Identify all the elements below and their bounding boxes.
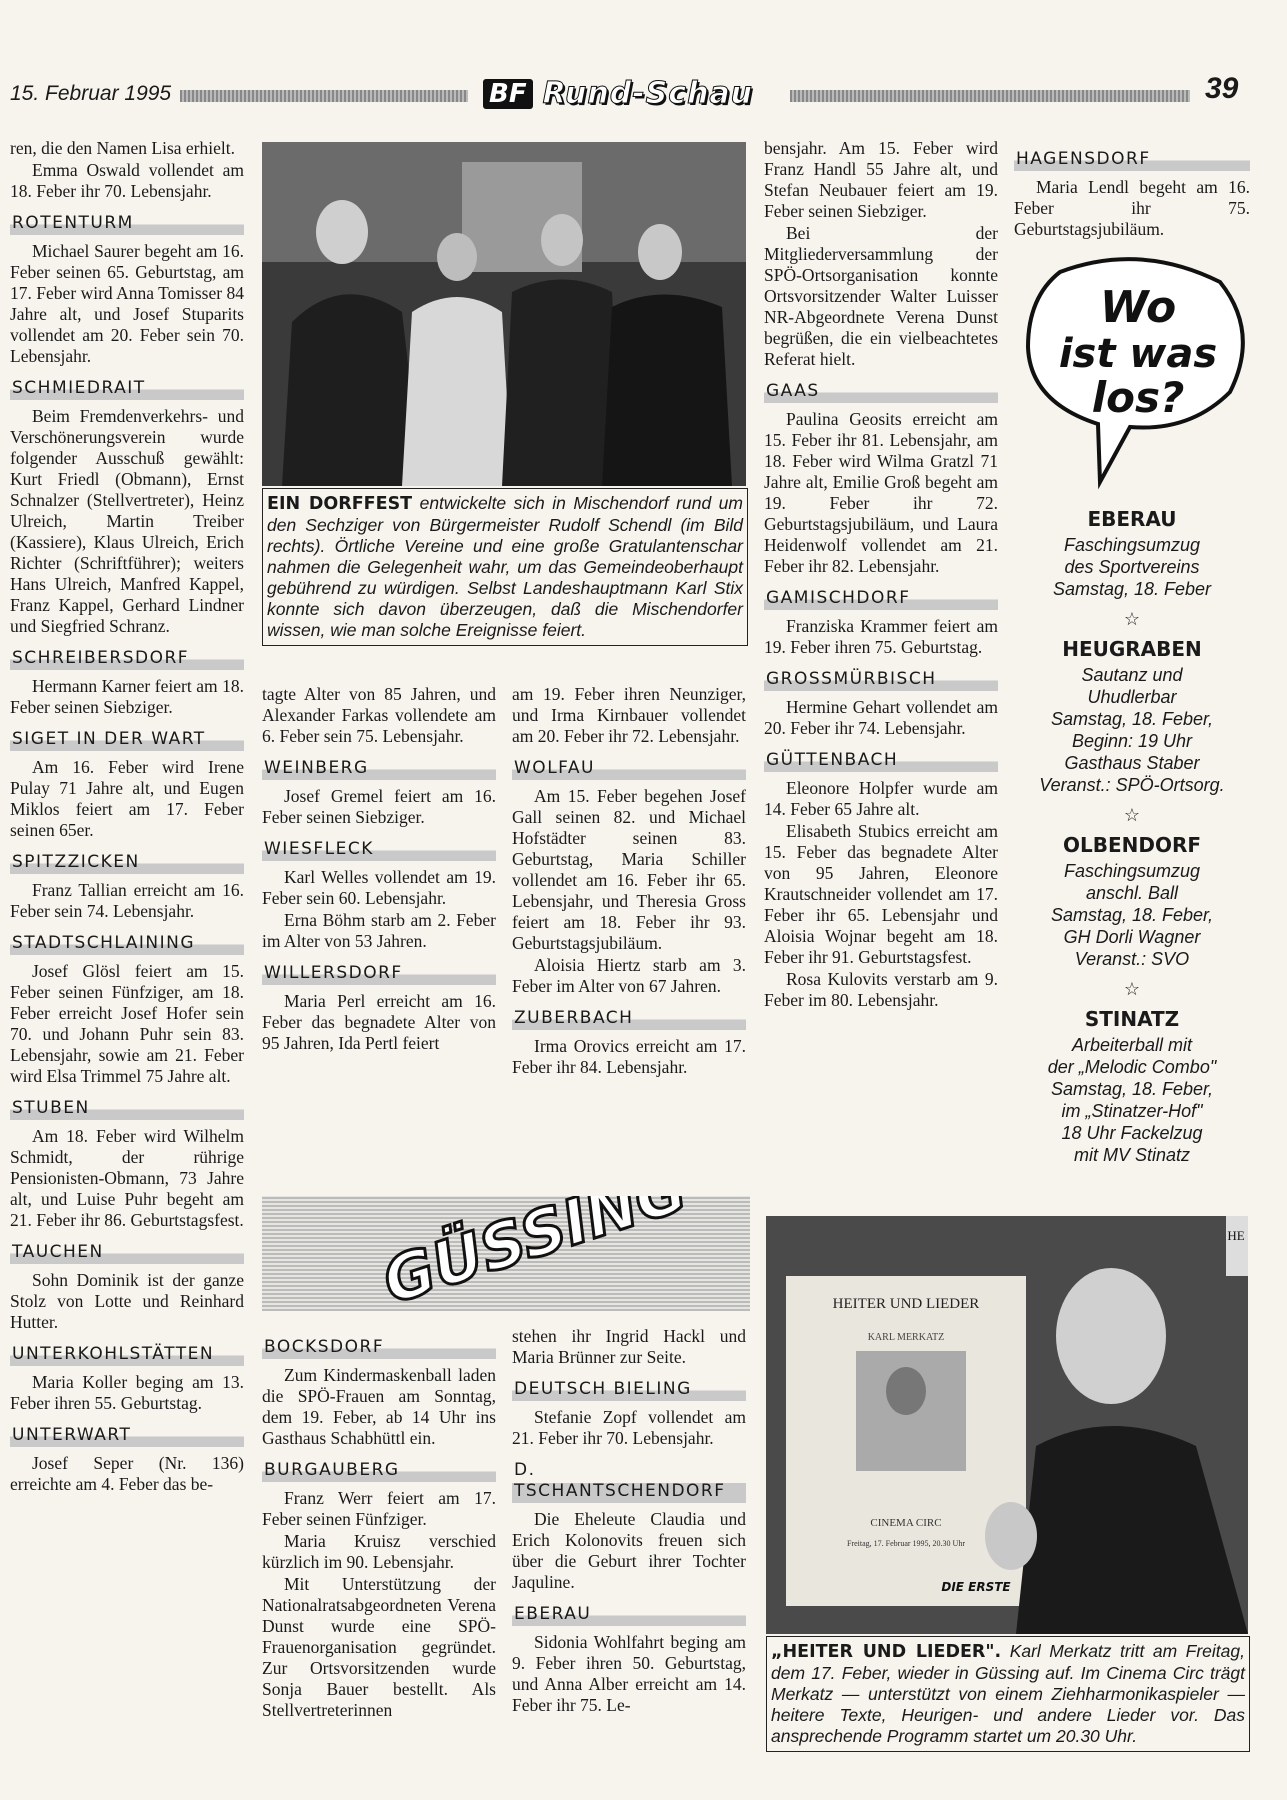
header-rule-left bbox=[180, 90, 468, 102]
section-heading-eberau: EBERAU bbox=[512, 1603, 746, 1626]
article-paragraph: Bei der Mitgliederversammlung der SPÖ-Ortsorganisation konnte Ortsvorsitzender Walter Luisser NR-Abgeordnete Verena Dunst begrüßen, die ein vielbeachtetes Referat hielt. bbox=[764, 223, 998, 369]
event-detail: Samstag, 18. Feber bbox=[1052, 579, 1212, 599]
column-2 bbox=[262, 684, 496, 1055]
article-paragraph: tagte Alter von 85 Jahren, und Alexander Farkas vollendete am 6. Feber sein 75. Lebensjahr. bbox=[262, 684, 496, 746]
poster-title: HEITER UND LIEDER bbox=[832, 1296, 980, 1312]
event-detail: Sautanz und bbox=[1081, 665, 1183, 685]
section-heading-guttenbach: GÜTTENBACH bbox=[764, 749, 998, 772]
event-place: EBERAU bbox=[1087, 507, 1177, 531]
column-5 bbox=[1014, 138, 1250, 241]
article-paragraph: Aloisia Hiertz starb am 3. Feber im Alter von 67 Jahren. bbox=[512, 955, 746, 996]
issue-date: 15. Februar 1995 bbox=[10, 82, 172, 105]
caption-dorffest bbox=[262, 488, 748, 646]
caption-dorffest-text: entwickelte sich in Mischendorf rund um den Sechziger von Bürgermeister Rudolf Schendl (im Bild rechts). Örtliche Vereine und eine große Gratulantenschar nahmen die Gelegenheit wahr, um das Gemeindeoberhaupt gebührend zu würdigen. Selbst Landeshauptmann Karl Stix konnte sich davon überzeugen, daß die Mischendorfer wissen, wie man solche Ereignisse feiert. bbox=[267, 493, 743, 640]
section-heading-burgauberg: BURGAUBERG bbox=[262, 1459, 496, 1482]
bubble-line3: los? bbox=[1091, 373, 1185, 422]
section-heading-weinberg: WEINBERG bbox=[262, 757, 496, 780]
article-paragraph: Josef Glösl feiert am 15. Feber seinen Fünfziger, am 18. Feber erreicht Josef Hofer sein 70. und Johann Puhr sein 83. Lebensjahr, sowie am 21. Feber wird Elsa Trimmel 75 Jahre alt. bbox=[10, 961, 244, 1086]
event-detail: Samstag, 18. Feber, bbox=[1050, 1079, 1214, 1099]
bubble-line2: ist was bbox=[1058, 331, 1218, 377]
article-paragraph: Am 16. Feber wird Irene Pulay 71 Jahre alt, und Eugen Miklos feiert am 17. Feber seinen 65er. bbox=[10, 757, 244, 840]
article-paragraph: Maria Kruisz verschied kürzlich im 90. Lebensjahr. bbox=[262, 1531, 496, 1572]
article-paragraph: Stefanie Zopf vollendet am 21. Feber ihr 70. Lebensjahr. bbox=[512, 1407, 746, 1448]
section-heading-rotenturm: ROTENTURM bbox=[10, 212, 244, 235]
section-heading-stuben: STUBEN bbox=[10, 1097, 244, 1120]
event-detail: Samstag, 18. Feber, bbox=[1050, 709, 1214, 729]
article-paragraph: Hermine Gehart vollendet am 20. Feber ihr 74. Lebensjahr. bbox=[764, 697, 998, 738]
article-paragraph: Am 18. Feber wird Wilhelm Schmidt, der rührige Pensionisten-Obmann, 73 Jahre alt, und Luise Puhr begeht am 21. Feber ihr 86. Geburtstagsfest. bbox=[10, 1126, 244, 1230]
section-heading-stadtschlaining: STADTSCHLAINING bbox=[10, 932, 244, 955]
event-detail: Faschingsumzug bbox=[1063, 861, 1201, 881]
poster-sponsor: DIE ERSTE bbox=[941, 1580, 1011, 1594]
section-heading-schmiedrait: SCHMIEDRAIT bbox=[10, 377, 244, 400]
event-detail: Samstag, 18. Feber, bbox=[1050, 905, 1214, 925]
section-heading-spitzzicken: SPITZZICKEN bbox=[10, 851, 244, 874]
section-heading-wolfau: WOLFAU bbox=[512, 757, 746, 780]
photo-merkatz-image bbox=[766, 1216, 1248, 1634]
column-1 bbox=[10, 138, 244, 1496]
article-paragraph: Josef Gremel feiert am 16. Feber seinen Siebziger. bbox=[262, 786, 496, 827]
caption-merkatz-lead: „HEITER UND LIEDER". bbox=[771, 1642, 1002, 1662]
article-paragraph: Franziska Krammer feiert am 19. Feber ihren 75. Geburtstag. bbox=[764, 616, 998, 657]
section-heading-wiesfleck: WIESFLECK bbox=[262, 838, 496, 861]
guessing-title: GÜSSING bbox=[374, 1196, 696, 1311]
events-list bbox=[1014, 502, 1250, 1166]
article-paragraph: Elisabeth Stubics erreicht am 15. Feber das begnadete Alter von 95 Jahren, Eleonore Krautschneider vollendet am 17. Feber ihr 65. Lebensjahr und Aloisia Wojnar begeht am 18. Feber ihr 91. Geburtstagsfest. bbox=[764, 821, 998, 967]
article-paragraph: Franz Tallian erreicht am 16. Feber sein 74. Lebensjahr. bbox=[10, 880, 244, 921]
section-heading-unterkohlstatten: UNTERKOHLSTÄTTEN bbox=[10, 1343, 244, 1366]
article-paragraph: Maria Koller beging am 13. Feber ihren 55. Geburtstag. bbox=[10, 1372, 244, 1413]
article-paragraph: am 19. Feber ihren Neunziger, und Irma Kirnbauer vollendet am 20. Feber ihr 72. Lebensjahr. bbox=[512, 684, 746, 746]
article-paragraph: Emma Oswald vollendet am 18. Feber ihr 70. Lebensjahr. bbox=[10, 160, 244, 201]
column-3 bbox=[512, 684, 746, 1079]
article-paragraph: Am 15. Feber begehen Josef Gall seinen 82. und Michael Hofstädter seinen 83. Geburtstag, Maria Schiller vollendet am 16. Feber ihr 65. Lebensjahr, und Theresia Gross feiert am 18. Feber ihr 93. Geburtstagsjubiläum. bbox=[512, 786, 746, 953]
poster-date: Freitag, 17. Februar 1995, 20.30 Uhr bbox=[847, 1539, 965, 1548]
masthead-logo bbox=[483, 76, 753, 111]
guessing-title-art bbox=[262, 1196, 750, 1311]
event-detail: des Sportvereins bbox=[1064, 557, 1200, 577]
caption-dorffest-lead: EIN DORFFEST bbox=[267, 494, 413, 514]
star-icon: ☆ bbox=[1123, 805, 1141, 825]
article-paragraph: Zum Kindermaskenball laden die SPÖ-Frauen am Sonntag, dem 19. Feber, ab 14 Uhr ins Gasthaus Schabhüttl ein. bbox=[262, 1365, 496, 1448]
article-paragraph: Paulina Geosits erreicht am 15. Feber ihr 81. Lebensjahr, am 18. Feber wird Wilma Gratzl 71 Jahre alt, Emilie Groß begeht am 19. Feber ihr 72. Geburtstagsjubiläum, und Laura Heidenwolf vollendet am 21. Feber ihr 82. Lebensjahr. bbox=[764, 409, 998, 576]
section-heading-gamischdorf: GAMISCHDORF bbox=[764, 587, 998, 610]
article-paragraph: Maria Lendl begeht am 16. Feber ihr 75. Geburtstagsjubiläum. bbox=[1014, 177, 1250, 239]
article-paragraph: Rosa Kulovits verstarb am 9. Feber im 80. Lebensjahr. bbox=[764, 969, 998, 1010]
event-place: OLBENDORF bbox=[1062, 833, 1202, 857]
article-paragraph: Beim Fremdenverkehrs- und Verschönerungsverein wurde folgender Ausschuß gewählt: Kurt Friedl (Obmann), Ernst Schnalzer (Stellvertreter), Heinz Ulreich, Martin Treiber (Kassiere), Klaus Ulreich, Erich Richter (Schriftführer); weiters Hans Ulreich, Manfred Kappel, Franz Kappel, Gerhard Lindner und Siegfried Schranz. bbox=[10, 406, 244, 636]
event-detail: Beginn: 19 Uhr bbox=[1071, 731, 1193, 751]
guessing-column-2 bbox=[512, 1326, 746, 1717]
article-paragraph: Mit Unterstützung der Nationalratsabgeordneten Verena Dunst wurde eine SPÖ-Frauenorganisation gegründet. Zur Ortsvorsitzenden wurde Sonja Bauer bestellt. Als Stellvertreterinnen bbox=[262, 1574, 496, 1720]
event-place: HEUGRABEN bbox=[1062, 637, 1202, 661]
section-heading-unterwart: UNTERWART bbox=[10, 1424, 244, 1447]
article-paragraph: Erna Böhm starb am 2. Feber im Alter von 53 Jahren. bbox=[262, 910, 496, 951]
event-detail: Uhudlerbar bbox=[1087, 687, 1177, 707]
section-heading-schreibersdorf: SCHREIBERSDORF bbox=[10, 647, 244, 670]
article-paragraph: Michael Saurer begeht am 16. Feber seinen 65. Geburtstag, am 17. Feber wird Anna Tomisser 84 Jahre alt, und Josef Stuparits vollendet am 20. Feber sein 70. Lebensjahr. bbox=[10, 241, 244, 366]
article-paragraph: Sidonia Wohlfahrt beging am 9. Feber ihren 50. Geburtstag, und Anna Alber erreicht am 14. Feber ihr 75. Le- bbox=[512, 1632, 746, 1715]
event-detail: Arbeiterball mit bbox=[1071, 1035, 1193, 1055]
article-paragraph: Hermann Karner feiert am 18. Feber seinen Siebziger. bbox=[10, 676, 244, 717]
poster-name: KARL MERKATZ bbox=[867, 1332, 945, 1343]
star-icon: ☆ bbox=[1123, 609, 1141, 629]
article-paragraph: Maria Perl erreicht am 16. Feber das begnadete Alter von 95 Jahren, Ida Pertl feiert bbox=[262, 991, 496, 1053]
photo-merkatz bbox=[766, 1216, 1248, 1634]
guessing-banner bbox=[262, 1196, 750, 1311]
bubble-line1: Wo bbox=[1099, 282, 1177, 333]
section-heading-bocksdorf: BOCKSDORF bbox=[262, 1336, 496, 1359]
article-paragraph: ren, die den Namen Lisa erhielt. bbox=[10, 138, 235, 158]
section-heading-grossmurbisch: GROSSMÜRBISCH bbox=[764, 668, 998, 691]
event-detail: mit MV Stinatz bbox=[1073, 1145, 1191, 1165]
star-icon: ☆ bbox=[1123, 979, 1141, 999]
article-paragraph: Karl Welles vollendet am 19. Feber sein 60. Lebensjahr. bbox=[262, 867, 496, 908]
event-detail: Gasthaus Staber bbox=[1064, 753, 1200, 773]
article-paragraph: Eleonore Holpfer wurde am 14. Feber 65 Jahre alt. bbox=[764, 778, 998, 819]
event-detail: Veranst.: SVO bbox=[1074, 949, 1190, 969]
event-detail: Veranst.: SPÖ-Ortsorg. bbox=[1039, 775, 1225, 795]
speech-bubble-icon bbox=[1020, 252, 1256, 492]
article-paragraph: bensjahr. Am 15. Feber wird Franz Handl 55 Jahre alt, und Stefan Neubauer feiert am 19. Feber seinen Siebziger. bbox=[764, 138, 998, 221]
event-detail: Faschingsumzug bbox=[1063, 535, 1201, 555]
section-heading-tauchen: TAUCHEN bbox=[10, 1241, 244, 1264]
section-heading-willersdorf: WILLERSDORF bbox=[262, 962, 496, 985]
photo-dorffest-image bbox=[262, 142, 746, 486]
event-detail: anschl. Ball bbox=[1085, 883, 1179, 903]
logo-box: BF bbox=[483, 79, 533, 109]
caption-merkatz-text: Karl Merkatz tritt am Freitag, dem 17. Feber, wieder in Güssing auf. Im Cinema Circ trägt Merkatz — unterstützt von einem Ziehharmonikaspieler — heitere Texte, Heurigen- und andere Lieder vor. Das ansprechende Programm startet um 20.30 Uhr. bbox=[771, 1641, 1245, 1746]
section-heading-d-tschantschendorf: D. TSCHANTSCHENDORF bbox=[512, 1459, 746, 1503]
caption-merkatz bbox=[766, 1636, 1250, 1752]
article-paragraph: Josef Seper (Nr. 136) erreichte am 4. Feber das be- bbox=[10, 1453, 244, 1494]
section-heading-deutsch-bieling: DEUTSCH BIELING bbox=[512, 1378, 746, 1401]
section-heading-siget-in-der-wart: SIGET IN DER WART bbox=[10, 728, 244, 751]
poster-venue: CINEMA CIRC bbox=[870, 1517, 942, 1529]
section-heading-gaas: GAAS bbox=[764, 380, 998, 403]
logo-text: Rund-Schau bbox=[542, 76, 754, 111]
photo-dorffest bbox=[262, 142, 746, 486]
page-number: 39 bbox=[1205, 72, 1239, 105]
header-rule-right bbox=[790, 90, 1190, 102]
photo-corner-text: HE bbox=[1227, 1228, 1245, 1243]
event-detail: 18 Uhr Fackelzug bbox=[1061, 1123, 1203, 1143]
section-heading-zuberbach: ZUBERBACH bbox=[512, 1007, 746, 1030]
event-detail: GH Dorli Wagner bbox=[1063, 927, 1201, 947]
article-paragraph: stehen ihr Ingrid Hackl und Maria Brünner zur Seite. bbox=[512, 1326, 746, 1367]
column-4 bbox=[764, 138, 998, 1012]
article-paragraph: Die Eheleute Claudia und Erich Kolonovits freuen sich über die Geburt ihrer Tochter Jaquline. bbox=[512, 1509, 746, 1592]
article-paragraph: Franz Werr feiert am 17. Feber seinen Fünfziger. bbox=[262, 1488, 496, 1529]
guessing-column-1 bbox=[262, 1326, 496, 1722]
event-detail: im „Stinatzer-Hof" bbox=[1061, 1101, 1203, 1121]
event-place: STINATZ bbox=[1084, 1007, 1180, 1031]
article-paragraph: Sohn Dominik ist der ganze Stolz von Lotte und Reinhard Hutter. bbox=[10, 1270, 244, 1332]
section-heading-hagensdorf: HAGENSDORF bbox=[1014, 148, 1250, 171]
article-paragraph: Irma Orovics erreicht am 17. Feber ihr 84. Lebensjahr. bbox=[512, 1036, 746, 1077]
event-detail: der „Melodic Combo" bbox=[1047, 1057, 1217, 1077]
